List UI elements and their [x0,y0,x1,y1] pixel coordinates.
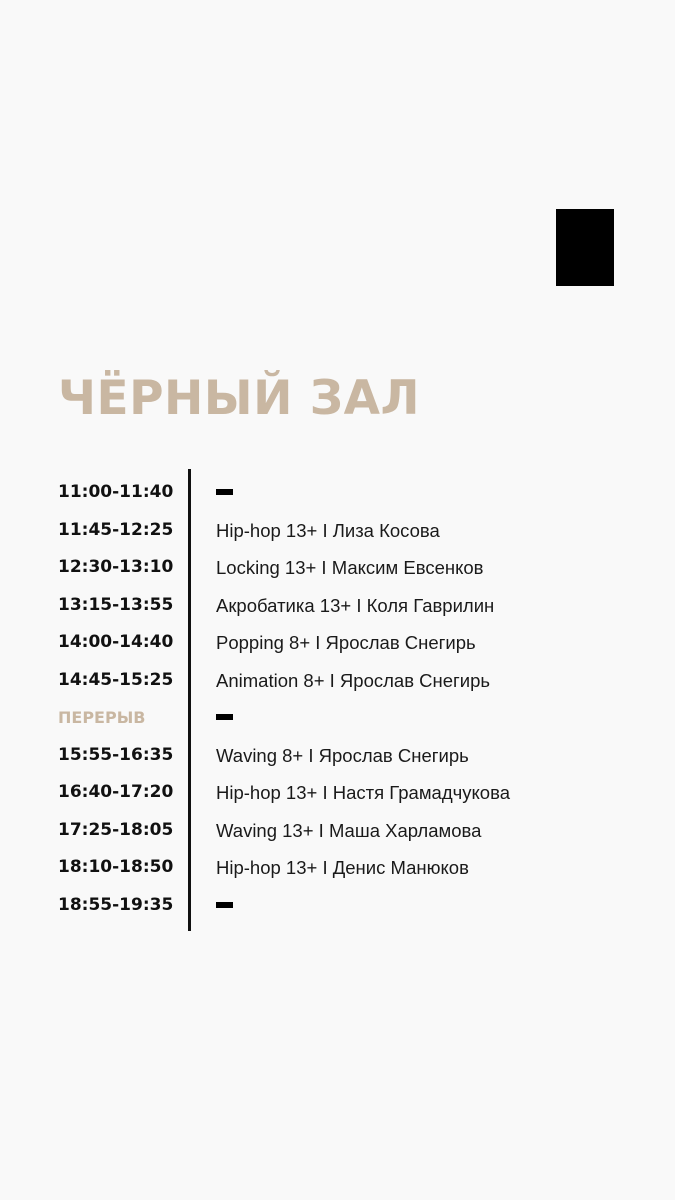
empty-slot-dash [216,489,233,495]
schedule-row [0,624,675,662]
class-name: Hip-hop 13+ I Денис Манюков [216,857,469,878]
time-slot: 18:10-18:50 [58,857,174,877]
break-label: ПЕРЕРЫВ [58,708,146,727]
time-slot: 17:25-18:05 [58,819,174,840]
time-slot: 14:45-15:25 [58,669,174,690]
class-name: Popping 8+ I Ярослав Снегирь [216,632,476,653]
schedule-row [0,849,675,887]
class-name: Hip-hop 13+ I Лиза Косова [216,519,440,541]
class-name: Waving 13+ I Маша Харламова [216,819,482,841]
time-slot: 13:15-13:55 [58,594,174,615]
black-square-block [556,209,614,286]
time-slot: 11:45-12:25 [58,519,174,540]
schedule-row [0,662,675,700]
time-slot: 14:00-14:40 [58,632,174,652]
schedule-row [0,737,675,775]
time-slot: 12:30-13:10 [58,557,174,577]
class-name: Locking 13+ I Максим Евсенков [216,557,484,578]
schedule-row [0,549,675,587]
empty-slot-dash [216,714,233,720]
schedule-row-break [0,699,675,737]
schedule-row [0,812,675,850]
schedule-row [0,587,675,625]
hall-title: ЧЁРНЫЙ ЗАЛ [58,371,421,426]
schedule-list [0,474,675,924]
class-name: Акробатика 13+ I Коля Гаврилин [216,594,495,616]
time-slot: 11:00-11:40 [58,482,174,502]
time-slot: 16:40-17:20 [58,782,174,802]
schedule-row [0,887,675,925]
time-slot: 18:55-19:35 [58,894,174,915]
class-name: Animation 8+ I Ярослав Снегирь [216,669,491,691]
class-name: Hip-hop 13+ I Настя Грамадчукова [216,782,511,803]
empty-slot-dash [216,902,233,908]
schedule-row [0,474,675,512]
schedule-row [0,512,675,550]
class-name: Waving 8+ I Ярослав Снегирь [216,744,469,766]
time-slot: 15:55-16:35 [58,744,174,765]
schedule-row [0,774,675,812]
